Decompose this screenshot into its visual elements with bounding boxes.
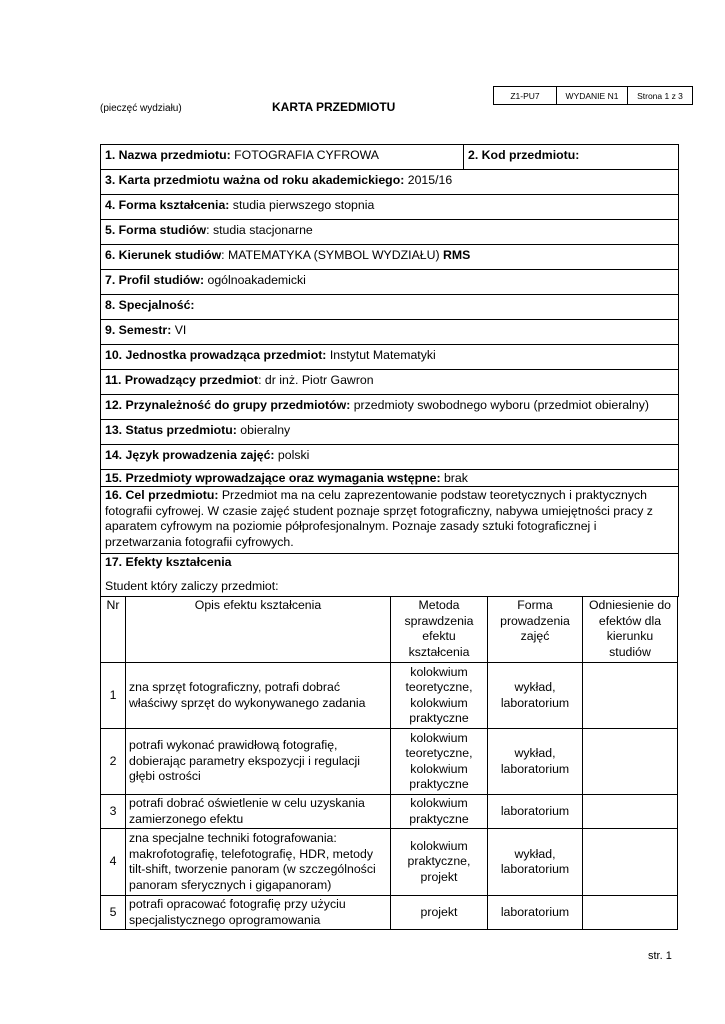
doc-edition: WYDANIE N1 [557,87,628,105]
outcome-nr: 4 [101,829,126,896]
outcome-form: laboratorium [488,896,583,930]
header-nr: Nr [101,597,126,663]
outcome-description: zna specjalne techniki fotografowania: makrofotografię, telefotografię, HDR, metody tilt-shift, tworzenie panoram (w szczególności panoram sferycznych i gigapanoram) [126,829,391,896]
outcome-reference [583,829,678,896]
table-row [101,663,678,729]
table-row [101,795,678,829]
field-education-form: 4. Forma kształcenia: studia pierwszego stopnia [101,195,678,220]
outcome-description: zna sprzęt fotograficzny, potrafi dobrać właściwy sprzęt do wykonywanego zadania [126,663,391,729]
outcomes-header-row [101,597,678,663]
outcome-reference [583,795,678,829]
field-study-form: 5. Forma studiów: studia stacjonarne [101,220,678,245]
field-semester: 9. Semestr: VI [101,320,678,345]
outcome-description: potrafi wykonać prawidłową fotografię, dobierając parametry ekspozycji i regulacji głębi ostrości [126,729,391,795]
outcome-method: kolokwium teoretyczne, kolokwium praktyczne [391,663,488,729]
outcome-nr: 3 [101,795,126,829]
outcome-nr: 1 [101,663,126,729]
field-course-name: 1. Nazwa przedmiotu: FOTOGRAFIA CYFROWA [101,145,464,170]
outcome-reference [583,729,678,795]
outcome-method: projekt [391,896,488,930]
field-lecturer: 11. Prowadzący przedmiot: dr inż. Piotr Gawron [101,370,678,395]
outcome-form: wykład, laboratorium [488,829,583,896]
outcome-form: wykład, laboratorium [488,729,583,795]
outcome-description: potrafi dobrać oświetlenie w celu uzyskania zamierzonego efektu [126,795,391,829]
table-row [101,896,678,930]
outcome-form: laboratorium [488,795,583,829]
field-study-profile: 7. Profil studiów: ogólnoakademicki [101,270,678,295]
outcome-nr: 2 [101,729,126,795]
outcome-nr: 5 [101,896,126,930]
table-row [101,729,678,795]
field-learning-outcomes: 17. Efekty kształcenia Student który zaliczy przedmiot: [105,555,279,593]
field-unit: 10. Jednostka prowadząca przedmiot: Instytut Matematyki [101,345,678,370]
outcome-form: wykład, laboratorium [488,663,583,729]
header-method: Metoda sprawdzenia efektu kształcenia [391,597,488,663]
outcome-method: kolokwium praktyczne [391,795,488,829]
field-course-status: 13. Status przedmiotu: obieralny [101,420,678,445]
field-course-goal: 16. Cel przedmiotu: Przedmiot ma na celu zaprezentowanie podstaw teoretycznych i praktycznych fotografii cyfrowej. W czasie zajęć student poznaje sprzęt fotograficzny, nabywa umiejętności pracy z aparatem cyfrowym na poziomie półprofesjonalnym. Poznaje zasady sztuki fotograficznej i przetwarzania fotografii cyfrowych. [101,487,678,554]
document-reference-box [493,86,693,105]
field-specialty: 8. Specjalność: [101,295,678,320]
course-info-table [100,144,679,597]
outcome-description: potrafi opracować fotografię przy użyciu specjalistycznego oprogramowania [126,896,391,930]
outcome-reference [583,663,678,729]
outcome-method: kolokwium teoretyczne, kolokwium praktyczne [391,729,488,795]
header-description: Opis efektu kształcenia [126,597,391,663]
field-course-group: 12. Przynależność do grupy przedmiotów: przedmioty swobodnego wyboru (przedmiot obieralny) [101,395,678,420]
outcome-method: kolokwium praktyczne, projekt [391,829,488,896]
outcome-reference [583,896,678,930]
doc-code: Z1-PU7 [494,87,557,105]
field-study-direction: 6. Kierunek studiów: MATEMATYKA (SYMBOL WYDZIAŁU) RMS [101,245,678,270]
field-prerequisites: 15. Przedmioty wprowadzające oraz wymagania wstępne: brak [101,470,678,487]
page-title: KARTA PRZEDMIOTU [272,100,396,114]
field-course-code: 2. Kod przedmiotu: [464,145,678,170]
outcomes-table [100,596,678,930]
field-language: 14. Język prowadzenia zajęć: polski [101,445,678,470]
stamp-placeholder: (pieczęć wydziału) [100,103,182,114]
field-valid-year: 3. Karta przedmiotu ważna od roku akademickiego: 2015/16 [101,170,678,195]
page-number: str. 1 [648,950,672,962]
header-reference: Odniesienie do efektów dla kierunku studiów [583,597,678,663]
doc-page: Strona 1 z 3 [628,87,693,105]
header-form: Forma prowadzenia zajęć [488,597,583,663]
table-row [101,829,678,896]
